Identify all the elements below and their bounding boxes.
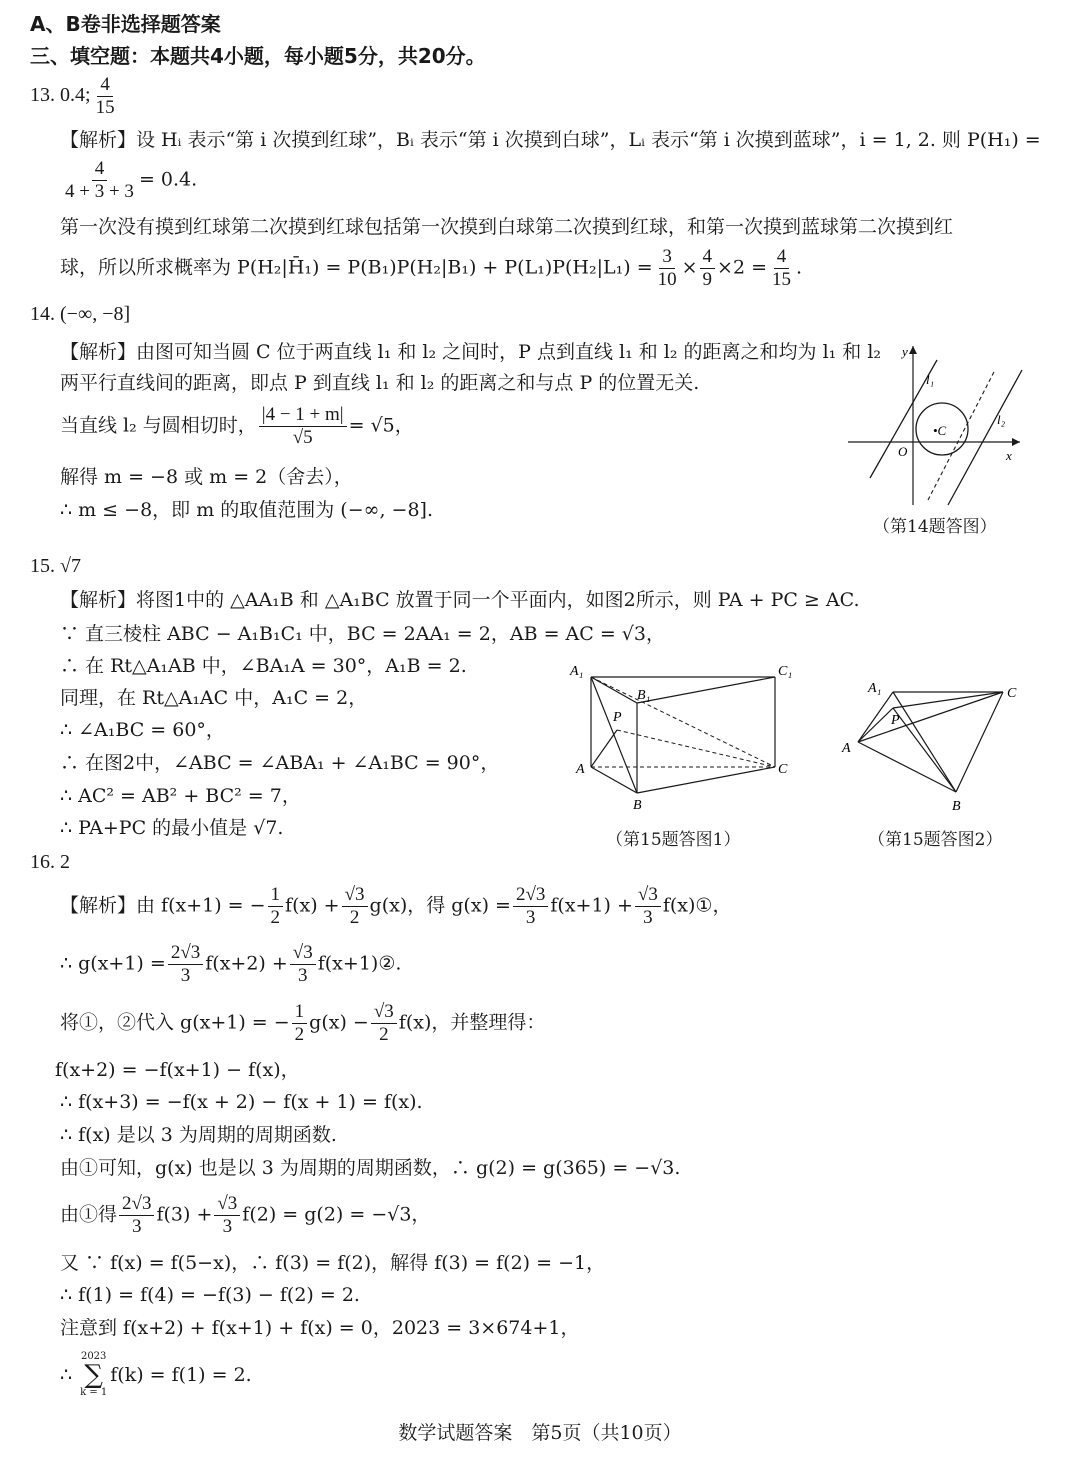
q16-line12 <box>60 1352 252 1398</box>
q16-l2-head: ∴ g(x+1) = <box>60 952 166 975</box>
y-label: y <box>902 344 908 359</box>
q16-l2-frac1 <box>168 942 203 987</box>
q15-line3: ∴ 在 Rt△A₁AB 中，∠BA₁A = 30°，A₁B = 2. <box>60 655 467 677</box>
q16-l1-tail: f(x)①， <box>662 894 732 917</box>
q15-line8: ∴ PA+PC 的最小值是 √7. <box>60 817 284 839</box>
page-footer: 数学试题答案 第5页（共10页） <box>398 1422 682 1444</box>
q15-caption1: （第15题答图1） <box>606 830 741 850</box>
q13-times2: ×2 = <box>717 256 768 279</box>
q16-line1 <box>60 884 731 929</box>
q16-l1-frac4-num: √3 <box>635 884 661 907</box>
fig2-label-c: C <box>1007 686 1017 701</box>
q13-frac2-den: 9 <box>702 269 713 290</box>
origin-label: O <box>898 444 908 459</box>
fig2-label-a: A <box>842 741 851 756</box>
q16-l3-tail: f(x)，并整理得： <box>398 1011 546 1034</box>
q16-l1-frac1 <box>268 884 284 929</box>
q13-times1: × <box>681 256 698 279</box>
q13-frac3 <box>769 246 794 291</box>
q16-line11: 注意到 f(x+2) + f(x+1) + f(x) = 0，2023 = 3×674+1， <box>60 1317 580 1339</box>
q16-l1-frac4 <box>635 884 661 929</box>
q13-frac1-num: 3 <box>659 246 675 269</box>
q14-line3-head: 当直线 l₂ 与圆相切时， <box>60 414 257 437</box>
sum-symbol: ∑ <box>84 1360 103 1390</box>
q16-l3-frac2-num: √3 <box>371 1001 397 1024</box>
q13-line3: 第一次没有摸到红球第二次摸到红球包括第一次摸到白球第二次摸到红球，和第一次摸到蓝球第二次摸到红 <box>60 216 954 238</box>
sum-upper-limit: 2023 <box>80 1351 107 1362</box>
fig1-label-b1: B₁ <box>637 688 651 703</box>
q16-l1-frac3-num: 2√3 <box>513 884 548 907</box>
q14-line2: 两平行直线间的距离，即点 P 到直线 l₁ 和 l₂ 的距离之和与点 P 的位置无关. <box>60 372 700 394</box>
q16-line2 <box>60 942 401 987</box>
q16-l2-frac1-num: 2√3 <box>168 942 203 965</box>
q15-line4: 同理，在 Rt△A₁AC 中，A₁C = 2， <box>60 687 368 709</box>
q16-l1-frac2 <box>342 884 368 929</box>
q14-line3-fraction <box>259 404 347 449</box>
q15-line5: ∴ ∠A₁BC = 60°， <box>60 719 225 741</box>
q15-answer: 15. √7 <box>30 555 81 577</box>
q16-line10: ∴ f(1) = f(4) = −f(3) − f(2) = 2. <box>60 1284 360 1306</box>
q16-line5: ∴ f(x+3) = −f(x + 2) − f(x + 1) = f(x). <box>60 1091 423 1113</box>
q16-l8-frac2 <box>214 1193 240 1238</box>
q16-l8-frac1-den: 3 <box>131 1216 142 1237</box>
fig2-label-a1: A₁ <box>868 681 882 696</box>
page-title: A、B卷非选择题答案 <box>30 12 221 36</box>
q13-line4-head: 球，所以所求概率为 P(H₂|H̄₁) = P(B₁)P(H₂|B₁) + P(L₁)P(H₂|L₁) = <box>60 256 653 279</box>
q15-line2: ∵ 直三棱柱 ABC − A₁B₁C₁ 中，BC = 2AA₁ = 2，AB = AC = √3， <box>60 623 665 645</box>
q14-line3-tail: = √5， <box>348 414 414 437</box>
q16-l3-frac1-num: 1 <box>292 1001 308 1024</box>
q16-l2-tail: f(x+1)②. <box>317 952 402 975</box>
y-axis-arrow-icon <box>909 346 917 354</box>
q16-l1-frac2-num: √3 <box>342 884 368 907</box>
q15-line7: ∴ AC² = AB² + BC² = 7， <box>60 785 301 807</box>
q13-line2-den: 4 + 3 + 3 <box>65 181 134 202</box>
q15-figure2 <box>838 672 1028 817</box>
q14-answer: 14. (−∞, −8] <box>30 303 131 325</box>
q16-l8-frac2-num: √3 <box>214 1193 240 1216</box>
q13-line1: 【解析】设 Hᵢ 表示“第 i 次摸到红球”，Bᵢ 表示“第 i 次摸到白球”，Lᵢ 表示“第 i 次摸到蓝球”，i = 1, 2. 则 P(H₁) = <box>60 129 1041 151</box>
q13-frac1 <box>655 246 680 291</box>
q15-figure1 <box>565 655 805 815</box>
q14-figure <box>840 340 1030 515</box>
q16-l3-frac2-den: 2 <box>379 1024 389 1045</box>
q16-l1-frac1-den: 2 <box>270 907 281 928</box>
q16-l2-frac2-num: √3 <box>290 942 316 965</box>
q16-l1-mid3: f(x+1) + <box>550 894 633 917</box>
q16-l2-mid: f(x+2) + <box>205 952 288 975</box>
q13-line2-fraction <box>62 158 137 203</box>
q13-line4 <box>60 246 802 291</box>
q13-answer <box>30 74 120 119</box>
q16-line8 <box>60 1193 430 1238</box>
fig2-label-p: P <box>891 713 900 728</box>
q13-line2-tail: = 0.4. <box>138 168 198 191</box>
fig1-label-a1: A₁ <box>570 664 584 679</box>
q16-l1-frac1-num: 1 <box>268 884 284 907</box>
q16-l2-frac2-den: 3 <box>298 965 308 986</box>
q16-l3-frac2 <box>371 1001 397 1046</box>
q16-l1-frac3 <box>513 884 548 929</box>
line-l2 <box>948 370 1022 505</box>
q16-l3-head: 将①，②代入 g(x+1) = − <box>60 1011 290 1034</box>
q13-frac3-den: 15 <box>772 269 792 290</box>
q16-line9: 又 ∵ f(x) = f(5−x)，∴ f(3) = f(2)，解得 f(3) = f(2) = −1， <box>60 1252 606 1274</box>
q16-l1-mid1: f(x) + <box>285 894 340 917</box>
q13-line2 <box>60 158 197 203</box>
q16-l1-head: 【解析】由 f(x+1) = − <box>60 894 266 917</box>
q16-l1-frac4-den: 3 <box>643 907 653 928</box>
summation <box>80 1352 107 1398</box>
x-label: x <box>1006 448 1012 463</box>
q15-line1: 【解析】将图1中的 △AA₁B 和 △A₁BC 放置于同一个平面内，如图2所示，则 PA + PC ≥ AC. <box>60 589 860 611</box>
c-label: •C <box>933 423 947 438</box>
q16-l3-frac1-den: 2 <box>294 1024 305 1045</box>
sum-lower-limit: k = 1 <box>80 1387 108 1398</box>
q15-caption2: （第15题答图2） <box>868 830 1003 850</box>
q13-frac3-num: 4 <box>774 246 790 269</box>
q16-line3 <box>60 1001 545 1046</box>
q13-line2-num: 4 <box>92 158 108 181</box>
q13-answer-num: 4 <box>97 74 113 97</box>
q14-line3-den: √5 <box>292 427 313 448</box>
q16-l8-tail: f(2) = g(2) = −√3， <box>242 1203 431 1226</box>
l2-label: l₂ <box>997 412 1006 427</box>
q14-line4: 解得 m = −8 或 m = 2（舍去）， <box>60 466 353 488</box>
q16-answer: 16. 2 <box>30 851 70 873</box>
q13-frac2-num: 4 <box>700 246 716 269</box>
q16-l1-frac2-den: 2 <box>349 907 360 928</box>
q16-l8-head: 由①得 <box>60 1203 118 1226</box>
q16-l8-mid: f(3) + <box>156 1203 213 1226</box>
q13-answer-prefix: 13. 0.4; <box>30 84 91 107</box>
q16-l1-frac3-den: 3 <box>525 907 536 928</box>
fig2-label-b: B <box>952 799 961 814</box>
q14-line3 <box>60 404 414 449</box>
q16-line4: f(x+2) = −f(x+1) − f(x)， <box>55 1059 300 1081</box>
q13-frac2 <box>700 246 716 291</box>
q16-l8-frac1-num: 2√3 <box>119 1193 154 1216</box>
fig1-label-b: B <box>633 798 642 813</box>
l1-label: l₁ <box>926 372 935 387</box>
q13-end: . <box>796 256 803 279</box>
q16-l8-frac1 <box>119 1193 154 1238</box>
q15-line6: ∴ 在图2中，∠ABC = ∠ABA₁ + ∠A₁BC = 90°， <box>60 752 500 774</box>
q16-l12-head: ∴ <box>60 1364 73 1386</box>
fig1-label-a: A <box>576 762 585 777</box>
q16-l8-frac2-den: 3 <box>222 1216 233 1237</box>
fig1-label-c: C <box>778 762 788 777</box>
q16-l1-mid2: g(x)，得 g(x) = <box>369 894 511 917</box>
q13-answer-den: 15 <box>95 97 115 118</box>
q14-line3-num: |4 − 1 + m| <box>259 404 347 427</box>
q16-line6: ∴ f(x) 是以 3 为周期的周期函数. <box>60 1124 337 1146</box>
fig1-label-p: P <box>613 710 622 725</box>
q16-l3-frac1 <box>292 1001 308 1046</box>
q14-caption: （第14题答图） <box>873 517 997 537</box>
fig1-label-c1: C₁ <box>778 664 793 679</box>
q14-line5: ∴ m ≤ −8，即 m 的取值范围为 (−∞, −8]. <box>60 499 433 521</box>
q16-l3-mid: g(x) − <box>309 1011 369 1034</box>
q14-line1: 【解析】由图可知当圆 C 位于两直线 l₁ 和 l₂ 之间时，P 点到直线 l₁ 和 l₂ 的距离之和均为 l₁ 和 l₂ <box>60 341 882 363</box>
q16-l2-frac2 <box>290 942 316 987</box>
q13-frac1-den: 10 <box>657 269 677 290</box>
x-axis-arrow-icon <box>1012 438 1020 446</box>
q16-line7: 由①可知，g(x) 也是以 3 为周期的周期函数，∴ g(2) = g(365) = −√3. <box>60 1157 681 1179</box>
q16-l2-frac1-den: 3 <box>180 965 191 986</box>
section-heading: 三、填空题：本题共4小题，每小题5分，共20分。 <box>30 44 486 68</box>
q13-answer-fraction <box>93 74 118 119</box>
q16-l12-tail: f(k) = f(1) = 2. <box>110 1364 252 1386</box>
